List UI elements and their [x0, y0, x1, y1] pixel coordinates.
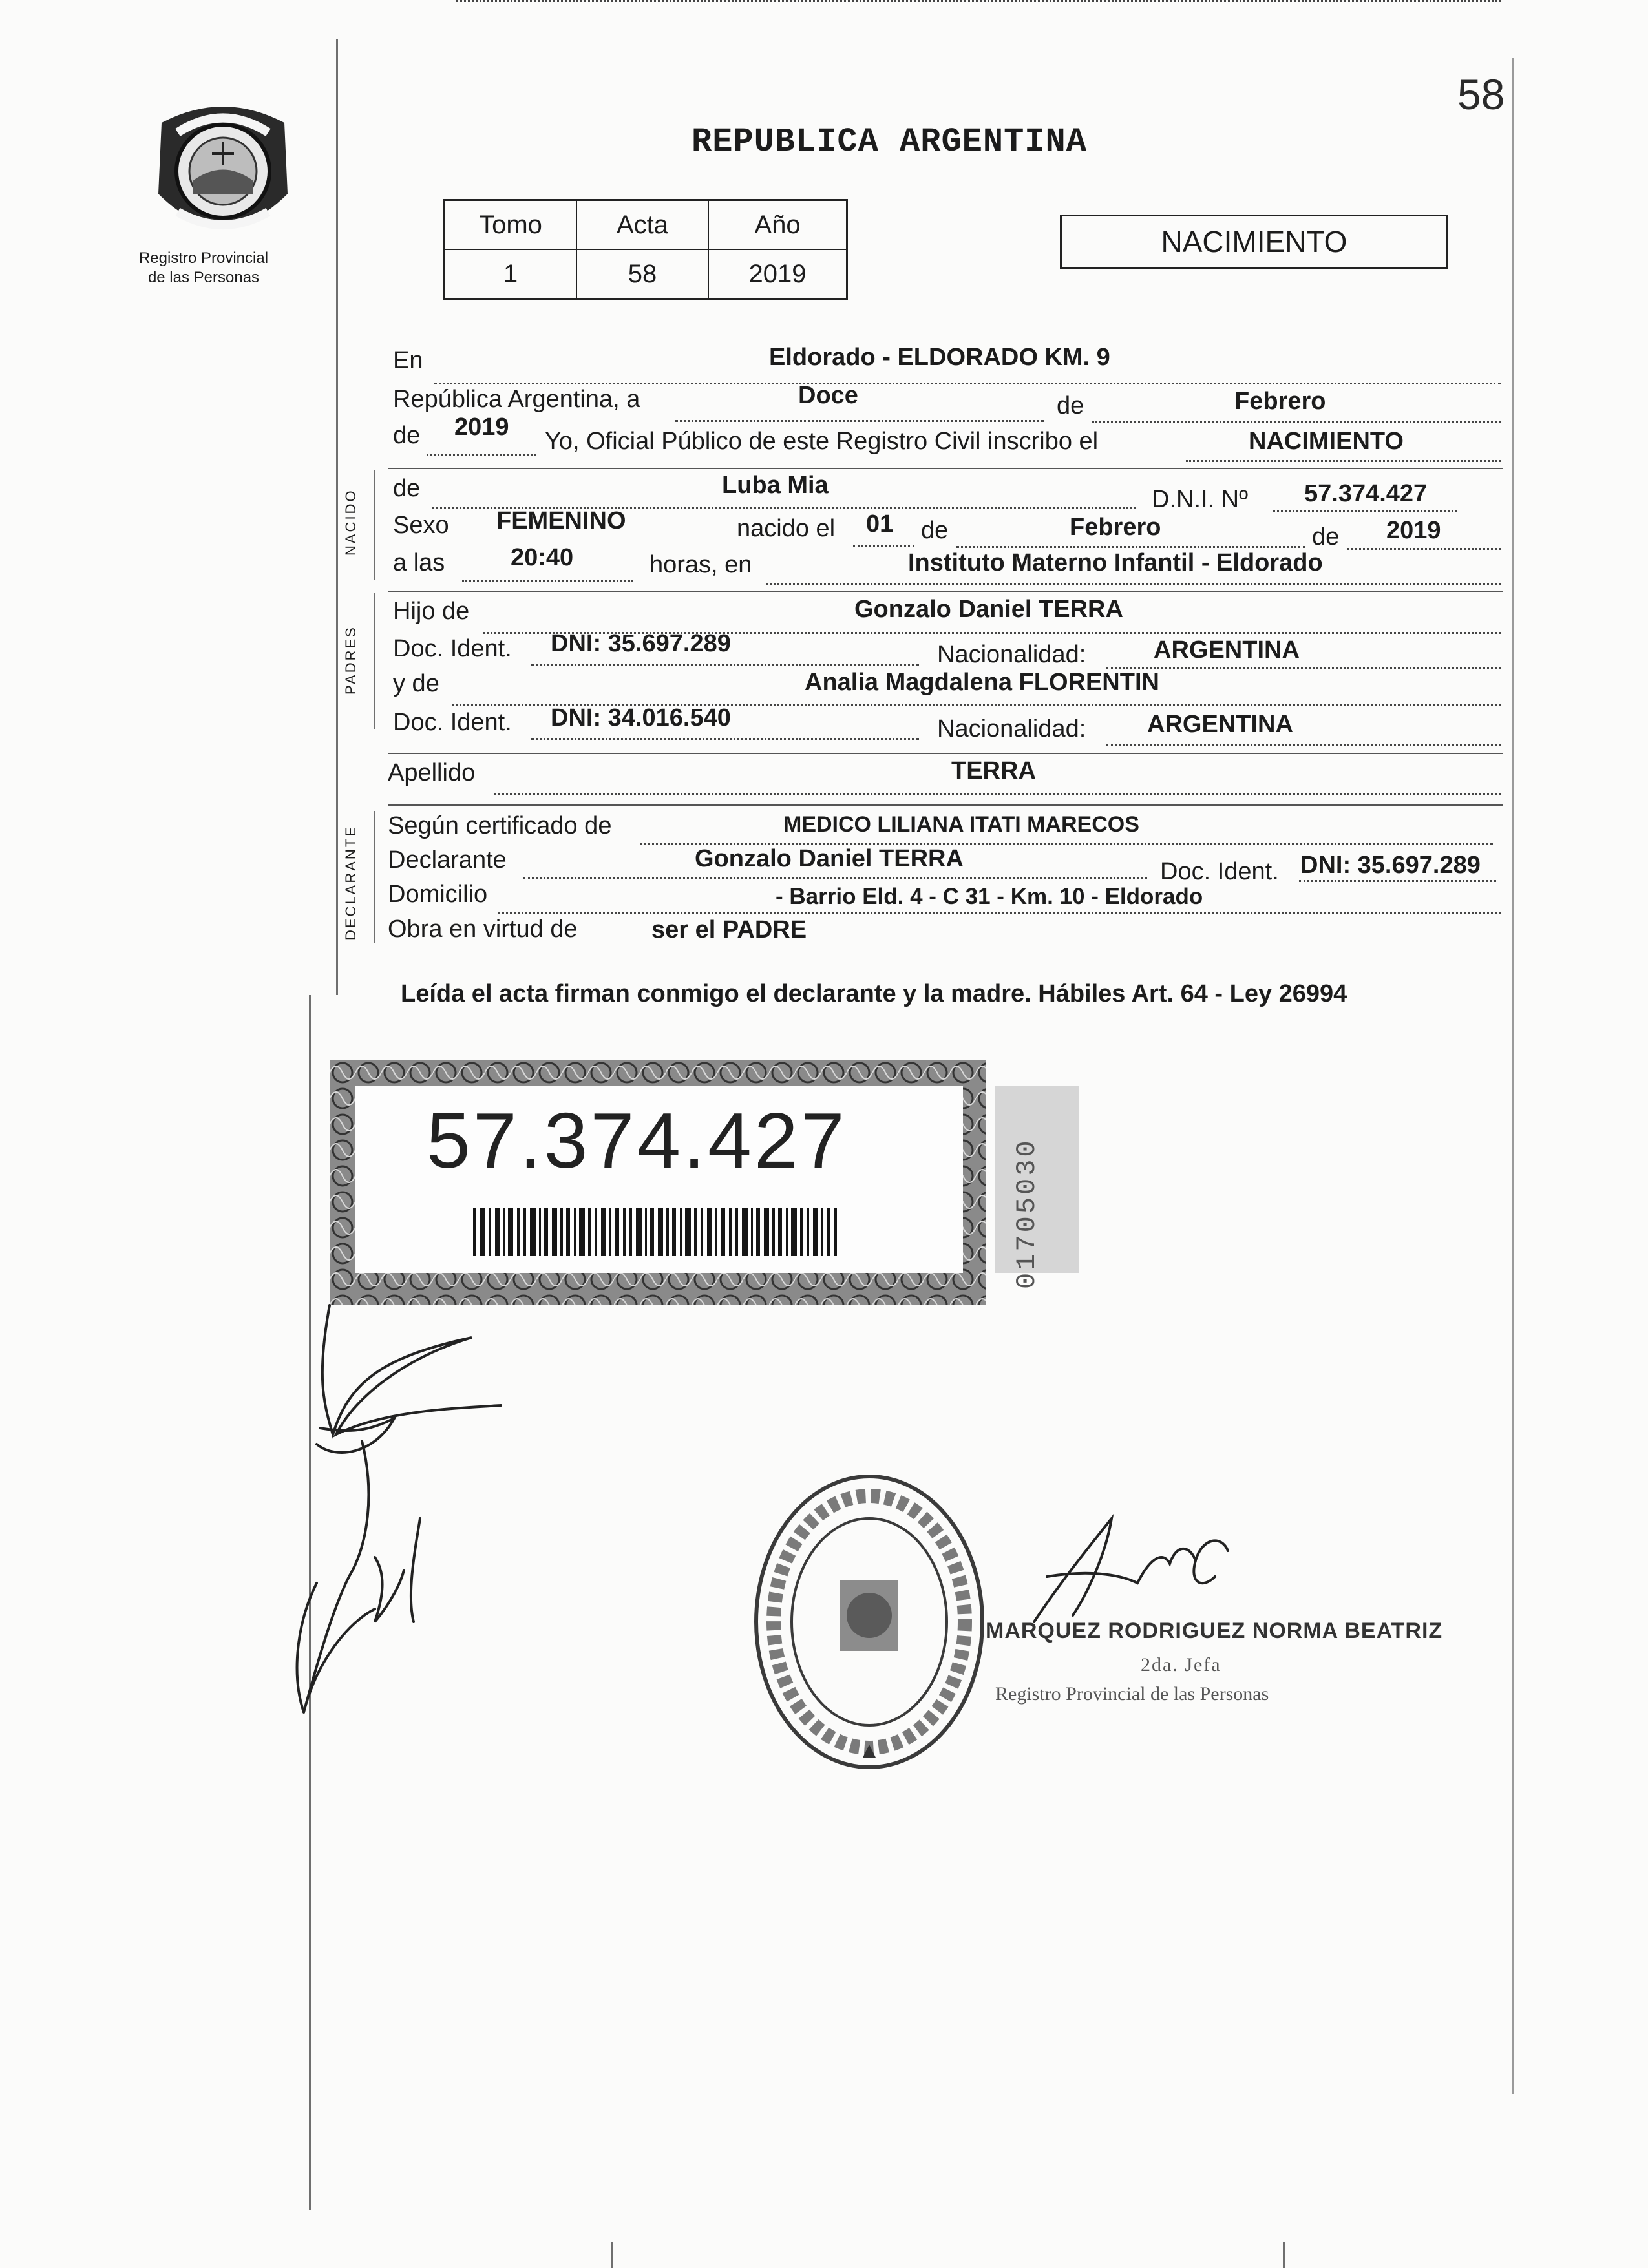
- separator-1: [388, 468, 1503, 469]
- acta-header: Acta: [576, 200, 708, 250]
- registry-table: [443, 199, 848, 300]
- certificado-label: Según certificado de: [388, 812, 612, 839]
- y-de-label: y de: [393, 670, 439, 697]
- de-label-3: de: [921, 517, 949, 544]
- mother-doc-dotted-line: [531, 738, 919, 740]
- registry-value-row: [445, 249, 847, 299]
- domicilio-label: Domicilio: [388, 881, 488, 908]
- declarant-signature: [278, 1299, 549, 1783]
- closing-statement: Leída el acta firman conmigo el declarante y la madre. Hábiles Art. 64 - Ley 26994: [401, 980, 1347, 1007]
- logo-caption-line1: Registro Provincial: [138, 249, 269, 267]
- hijo-label: Hijo de: [393, 598, 470, 625]
- official-name: MARQUEZ RODRIGUEZ NORMA BEATRIZ: [986, 1619, 1443, 1643]
- anio-header: Año: [708, 200, 847, 250]
- document-title: REPUBLICA ARGENTINA: [692, 123, 1087, 161]
- time-dotted-line: [462, 580, 633, 582]
- child-dni-value: 57.374.427: [1304, 480, 1428, 507]
- declarante-side-label: DECLARANTE: [343, 825, 359, 940]
- republica-label: República Argentina, a: [393, 386, 640, 413]
- capacity-dotted-line: [604, 0, 1501, 2]
- event-value: NACIMIENTO: [1249, 428, 1404, 455]
- registry-header-row: [445, 200, 847, 250]
- nombre-label: de: [393, 475, 421, 502]
- birth-day-dotted-line: [853, 545, 914, 547]
- de-label-1: de: [1057, 392, 1084, 419]
- certificate-value: MEDICO LILIANA ITATI MARECOS: [783, 812, 1139, 837]
- separator-4: [388, 804, 1503, 806]
- mother-nationality-dotted-line: [1106, 744, 1501, 746]
- doc-label-father: Doc. Ident.: [393, 635, 512, 662]
- registry-stamp: [750, 1470, 989, 1774]
- father-nationality-dotted-line: [1106, 667, 1501, 669]
- address-value: - Barrio Eld. 4 - C 31 - Km. 10 - Eldorado: [776, 884, 1203, 909]
- en-dotted-line: [434, 383, 1501, 384]
- surname-value: TERRA: [951, 757, 1036, 784]
- mother-name-value: Analia Magdalena FLORENTIN: [805, 669, 1159, 696]
- bottom-mark-right: [1283, 2242, 1285, 2268]
- obra-label: Obra en virtud de: [388, 916, 578, 943]
- separator-2: [388, 591, 1503, 592]
- declarant-dotted-line: [523, 877, 1147, 879]
- declarant-doc-value: DNI: 35.697.289: [1300, 852, 1481, 879]
- mother-nationality-value: ARGENTINA: [1147, 711, 1293, 738]
- province-seal-logo: [149, 97, 297, 246]
- sexo-label: Sexo: [393, 512, 449, 539]
- logo-caption-line2: de las Personas: [147, 269, 260, 286]
- birth-month-value: Febrero: [1070, 514, 1161, 541]
- de-label-4: de: [1312, 523, 1340, 551]
- right-margin-line: [1512, 58, 1514, 2094]
- dni-label: D.N.I. Nº: [1152, 486, 1248, 513]
- place-value: Eldorado - ELDORADO KM. 9: [769, 344, 1110, 371]
- declarante-label: Declarante: [388, 846, 507, 874]
- nacido-bracket: [374, 470, 375, 580]
- horas-label: horas, en: [650, 551, 752, 578]
- birth-day-value: 01: [866, 510, 894, 538]
- tomo-value: 1: [445, 249, 577, 299]
- year-value: 2019: [454, 414, 509, 441]
- en-label: En: [393, 347, 423, 374]
- doc-label-declarant: Doc. Ident.: [1160, 858, 1279, 885]
- tomo-header: Tomo: [445, 200, 577, 250]
- child-name-value: Luba Mia: [722, 472, 829, 499]
- father-doc-dotted-line: [531, 664, 919, 666]
- nacido-el-label: nacido el: [737, 515, 836, 542]
- year-dotted-line: [427, 454, 536, 456]
- surname-dotted-line: [494, 793, 1501, 795]
- page-number: 58: [1457, 70, 1505, 118]
- anio-value: 2019: [708, 249, 847, 299]
- father-doc-value: DNI: 35.697.289: [551, 630, 731, 657]
- day-value: Doce: [798, 382, 858, 409]
- address-dotted-line: [498, 912, 1501, 914]
- birth-place-value: Instituto Materno Infantil - Eldorado: [908, 549, 1323, 576]
- declarante-bracket: [374, 811, 375, 943]
- father-name-value: Gonzalo Daniel TERRA: [854, 596, 1123, 623]
- a-las-label: a las: [393, 549, 445, 576]
- birth-year-dotted-line: [1347, 548, 1501, 550]
- padres-bracket: [374, 593, 375, 729]
- nacionalidad-label-mother: Nacionalidad:: [937, 715, 1086, 742]
- serial-number: 01705030: [1011, 1138, 1042, 1289]
- official-office: Registro Provincial de las Personas: [995, 1683, 1269, 1705]
- birth-place-dotted-line: [766, 583, 1501, 585]
- declarant-value: Gonzalo Daniel TERRA: [695, 845, 964, 872]
- birth-year-value: 2019: [1386, 517, 1441, 544]
- official-role: 2da. Jefa: [1141, 1654, 1221, 1675]
- acta-value: 58: [576, 249, 708, 299]
- father-nationality-value: ARGENTINA: [1154, 636, 1300, 664]
- nacionalidad-label-father: Nacionalidad:: [937, 641, 1086, 668]
- capacity-value: ser el PADRE: [651, 916, 807, 943]
- sex-value: FEMENINO: [496, 507, 626, 534]
- dni-dotted-line: [1273, 510, 1457, 512]
- event-dotted-line: [1186, 460, 1501, 462]
- record-type-box: NACIMIENTO: [1060, 215, 1448, 269]
- yo-text: Yo, Oficial Público de este Registro Civil inscribo el: [545, 428, 1099, 455]
- month-value: Febrero: [1234, 388, 1326, 415]
- birth-month-dotted-line: [956, 546, 1305, 548]
- birth-time-value: 20:40: [511, 544, 574, 571]
- de-label-2: de: [393, 422, 421, 449]
- official-signature: [1008, 1499, 1254, 1628]
- padres-side-label: PADRES: [343, 625, 359, 695]
- declarant-doc-dotted-line: [1299, 880, 1496, 882]
- doc-label-mother: Doc. Ident.: [393, 709, 512, 736]
- mother-doc-value: DNI: 34.016.540: [551, 704, 731, 731]
- separator-3: [388, 753, 1503, 754]
- left-margin-line: [336, 39, 338, 995]
- day-dotted-line: [675, 420, 1044, 422]
- nacido-side-label: NACIDO: [343, 488, 359, 556]
- bottom-mark-left: [611, 2242, 613, 2268]
- id-number: 57.374.427: [427, 1097, 847, 1184]
- logo-caption: [113, 249, 294, 288]
- month-dotted-line: [1092, 421, 1501, 423]
- apellido-label: Apellido: [388, 759, 476, 786]
